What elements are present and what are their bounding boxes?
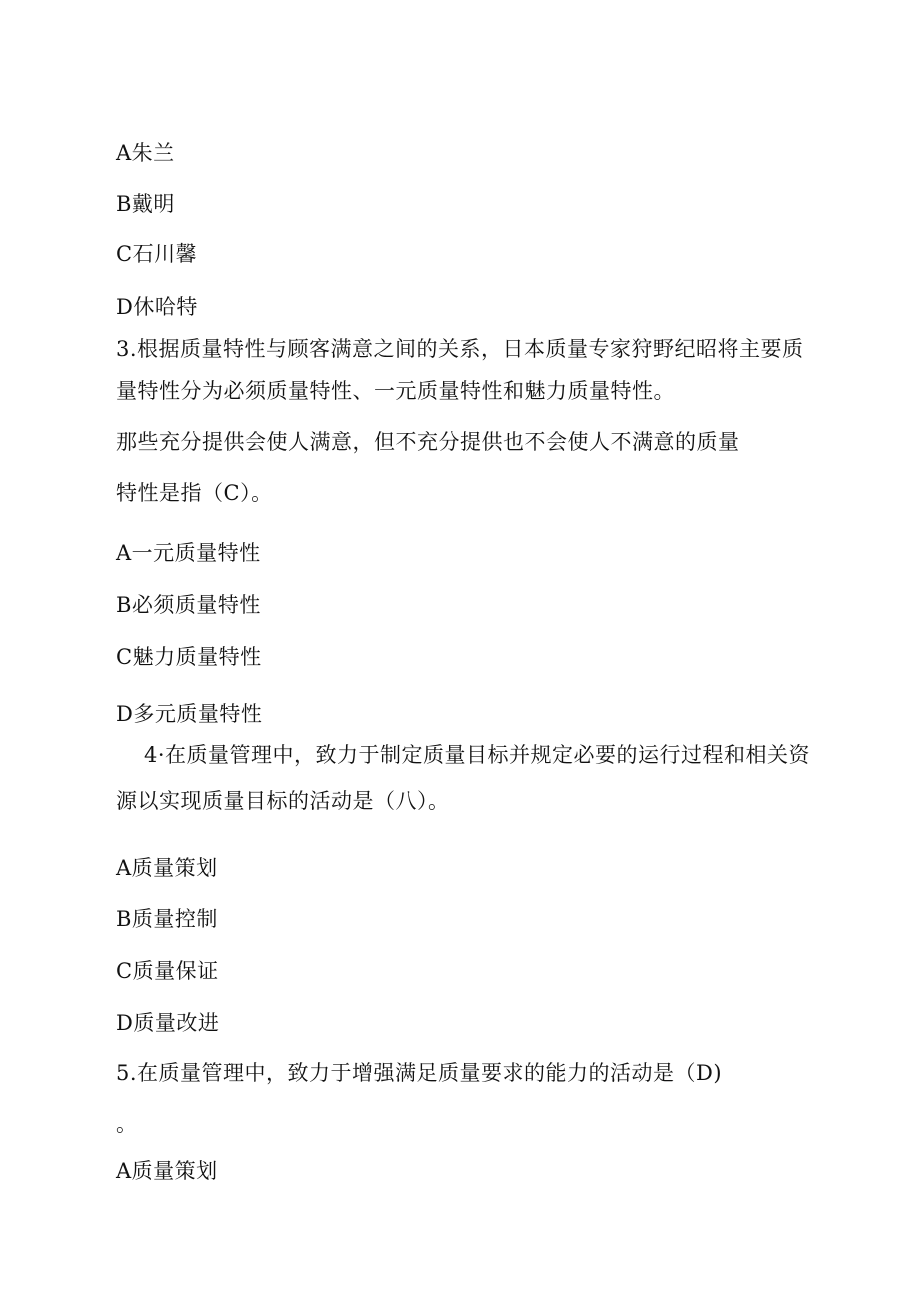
question-4-line-2: 源以实现质量目标的活动是（八）。 <box>116 789 450 813</box>
option-a: A质量策划 <box>116 856 218 880</box>
option-d: D休哈特 <box>116 295 198 319</box>
option-b: B戴明 <box>116 192 175 216</box>
option-c: C石川馨 <box>116 242 198 266</box>
option-b: B必须质量特性 <box>116 593 261 617</box>
option-a: A一元质量特性 <box>116 541 261 565</box>
option-b: B质量控制 <box>116 907 218 931</box>
question-3-line-4: 特性是指（C）。 <box>116 481 273 505</box>
question-5-line-1: 5.在质量管理中，致力于增强满足质量要求的能力的活动是（D) <box>116 1061 723 1085</box>
option-d: D质量改进 <box>116 1011 220 1035</box>
option-c: C魅力质量特性 <box>116 645 262 669</box>
option-d: D多元质量特性 <box>116 702 263 726</box>
option-a: A朱兰 <box>116 141 175 165</box>
option-c: C质量保证 <box>116 959 219 983</box>
question-3-line-3: 那些充分提供会使人满意，但不充分提供也不会使人不满意的质量 <box>116 430 740 454</box>
question-4-line-1: 4·在质量管理中，致力于制定质量目标并规定必要的运行过程和相关资 <box>144 743 811 767</box>
question-3-line-1: 3.根据质量特性与顾客满意之间的关系，日本质量专家狩野纪昭将主要质 <box>116 337 804 361</box>
option-a: A质量策划 <box>116 1159 218 1183</box>
question-5-line-2: 。 <box>116 1112 138 1136</box>
question-3-line-2: 量特性分为必须质量特性、一元质量特性和魅力质量特性。 <box>116 379 675 403</box>
